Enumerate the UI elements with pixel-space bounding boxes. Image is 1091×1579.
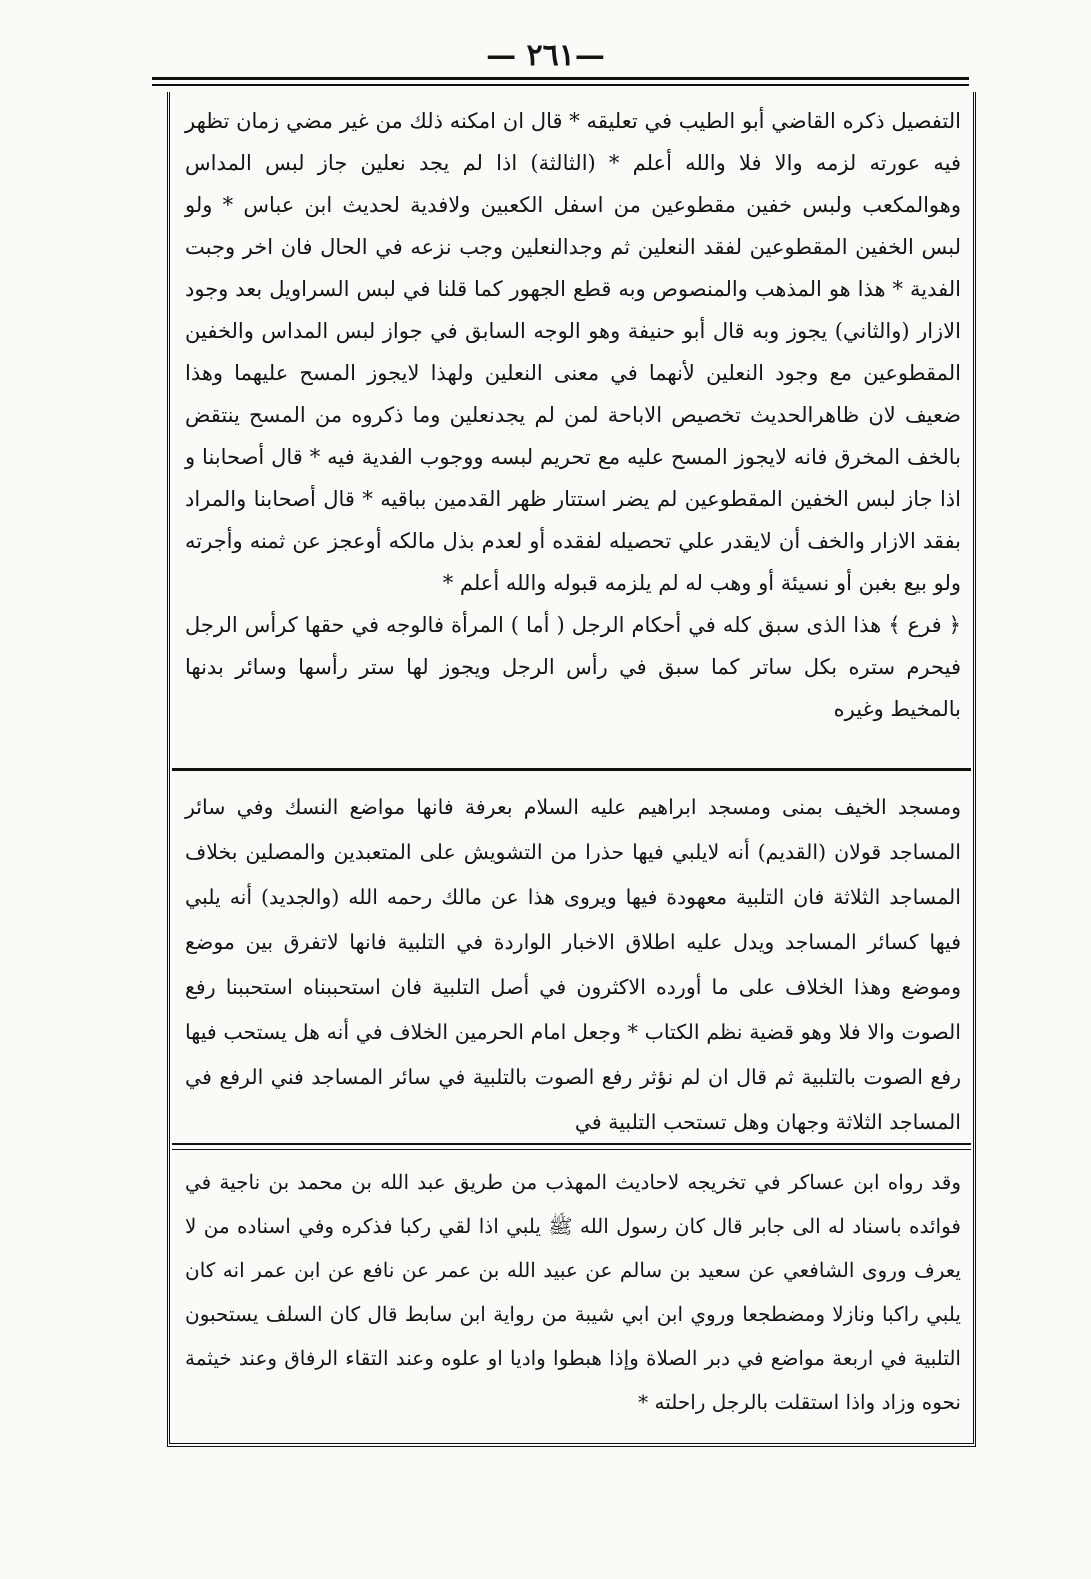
middle-paragraph: ومسجد الخيف بمنى ومسجد ابراهيم عليه السلام بعرفة فانها مواضع النسك وفي سائر المساجد قولان (القديم) أنه لايلبي فيها حذرا من التشويش على المتعبدين والمصلين بخلاف المساجد الثلاثة فان التلبية معهودة فيها ويروى هذا عن مالك رحمه الله (والجديد) أنه يلبي فيها كسائر المساجد ويدل عليه اطلاق الاخبار الواردة في التلبية فانها لاتفرق بين موضع وموضع وهذا الخلاف على ما أورده الاكثرون في أصل التلبية فان استحببناه استحببنا رفع الصوت والا فلا وهو قضية نظم الكتاب * وجعل امام الحرمين الخلاف في أنه هل يستحب فيها رفع الصوت بالتلبية ثم قال ان لم نؤثر رفع الصوت بالتلبية في سائر المساجد فني الرفع في المساجد الثلاثة وجهان وهل تستحب التلبية في <box>185 795 961 1134</box>
main-text-block <box>185 100 961 730</box>
middle-text-block <box>185 785 961 1145</box>
page-number: — ٢٦١— <box>486 38 605 73</box>
main-paragraph: التفصيل ذكره القاضي أبو الطيب في تعليقه * قال ان امكنه ذلك من غير مضي زمان تظهر فيه عورته لزمه والا فلا والله أعلم * (الثالثة) اذا لم يجد نعلين جاز لبس المداس وهوالمكعب ولبس خفين مقطوعين من اسفل الكعبين ولافدية لحديث ابن عباس * ولو لبس الخفين المقطوعين لفقد النعلين ثم وجدالنعلين وجب نزعه في الحال فان اخر وجبت الفدية * هذا هو المذهب والمنصوص وبه قطع الجهور كما قلنا في لبس السراويل بعد وجود الازار (والثاني) يجوز وبه قال أبو حنيفة وهو الوجه السابق في جواز لبس المداس والخفين المقطوعين مع وجود النعلين لأنهما في معنى النعلين ولهذا لايجوز المسح عليهما وهذا ضعيف لان ظاهرالحديث تخصيص الاباحة لمن لم يجدنعلين وما ذكروه من المسح ينتقض بالخف المخرق فانه لايجوز المسح عليه مع تحريم لبسه ووجوب الفدية فيه * قال أصحابنا و اذا جاز لبس الخفين المقطوعين لم يضر استتار ظهر القدمين بباقيه * قال أصحابنا والمراد بفقد الازار والخف أن لايقدر علي تحصيله لفقده أو لعدم بذل مالكه أوعجز عن ثمنه وأجرته ولو بيع بغبن أو نسيئة أو وهب له لم يلزمه قبوله والله أعلم * <box>185 109 961 595</box>
section-divider <box>172 768 971 771</box>
far-paragraph: ﴿ فرع ﴾ هذا الذى سبق كله في أحكام الرجل ( أما ) المرأة فالوجه في حقها كرأس الرجل فيحرم ستره بكل ساتر كما سبق في رأس الرجل ويجوز لها ستر رأسها وسائر بدنها بالمخيط وغيره <box>185 613 961 721</box>
footnote-block <box>185 1160 961 1424</box>
header-rule-inner <box>152 84 969 86</box>
header-rule <box>152 77 969 80</box>
footnote-paragraph: وقد رواه ابن عساكر في تخريجه لاحاديث المهذب من طريق عبد الله بن محمد بن ناجية في فوائده باسناد له الى جابر قال كان رسول الله ﷺ يلبي اذا لقي ركبا فذكره وفي اسناده من لا يعرف وروى الشافعي عن سعيد بن سالم عن عبيد الله بن عمر عن نافع عن ابن عمر انه كان يلبي راكبا ونازلا ومضطجعا وروي ابن ابي شيبة من رواية ابن سابط قال كان السلف يستحبون التلبية في اربعة مواضع في دبر الصلاة وإذا هبطوا واديا او علوه وعند التقاء الرفاق وعند خيثمة نحوه وزاد واذا استقلت بالرجل راحلته * <box>185 1170 961 1414</box>
footnote-divider <box>172 1143 971 1145</box>
footnote-divider-inner <box>172 1149 971 1150</box>
